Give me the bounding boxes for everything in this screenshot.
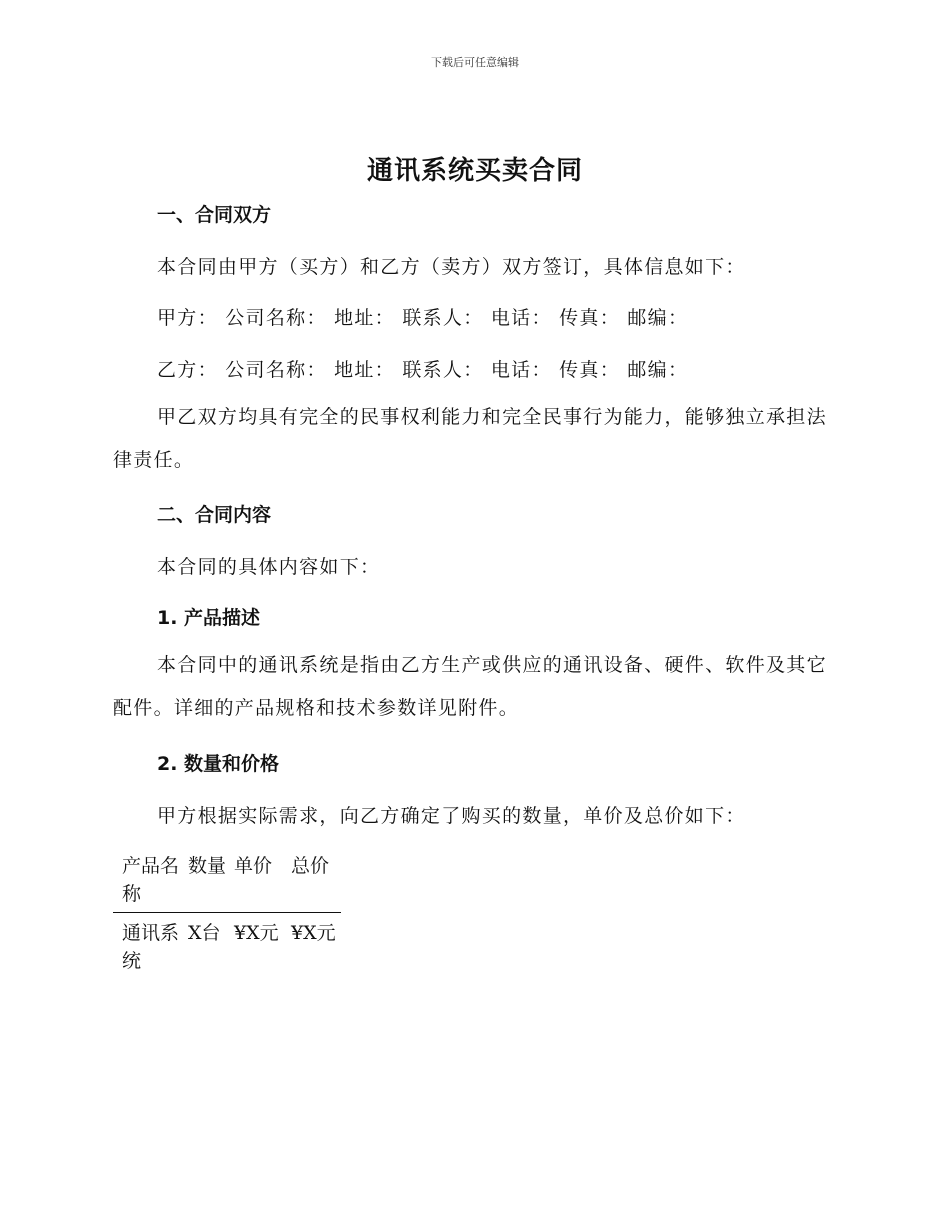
price-table-container [113, 852, 341, 975]
quantity-price-intro: 甲方根据实际需求，向乙方确定了购买的数量，单价及总价如下： [157, 805, 746, 827]
cell-product-name: 通讯系统 [122, 922, 180, 972]
header-quantity: 数量 [188, 855, 227, 877]
header-total-price: 总价 [291, 855, 330, 877]
header-unit-price: 单价 [234, 855, 273, 877]
cell-quantity: X台 [188, 922, 221, 944]
section1-intro: 本合同由甲方（买方）和乙方（卖方）双方签订，具体信息如下： [157, 256, 746, 278]
product-description-paragraph: 本合同中的通讯系统是指由乙方生产或供应的通讯设备、硬件、软件及其它配件。详细的产品规格和技术参数详见附件。 [113, 654, 827, 719]
capacity-paragraph: 甲乙双方均具有完全的民事权利能力和完全民事行为能力，能够独立承担法律责任。 [113, 406, 827, 471]
cell-total-price: ¥X元 [291, 922, 336, 944]
cell-unit-price: ¥X元 [234, 922, 279, 944]
header-product-name: 产品名称 [122, 855, 180, 905]
section1-heading: 一、合同双方 [157, 204, 272, 226]
product-description-heading: 1. 产品描述 [157, 607, 261, 629]
price-table [113, 852, 341, 975]
section2-heading: 二、合同内容 [157, 504, 272, 526]
table-row [113, 913, 341, 976]
party-b-info: 乙方： 公司名称： 地址： 联系人： 电话： 传真： 邮编： [157, 359, 689, 381]
quantity-price-heading: 2. 数量和价格 [157, 753, 280, 775]
price-table-header-row [113, 852, 341, 913]
page-header-note: 下载后可任意编辑 [431, 56, 519, 69]
document-title: 通讯系统买卖合同 [366, 156, 583, 186]
section2-intro: 本合同的具体内容如下： [157, 556, 381, 578]
party-a-info: 甲方： 公司名称： 地址： 联系人： 电话： 传真： 邮编： [157, 307, 689, 329]
